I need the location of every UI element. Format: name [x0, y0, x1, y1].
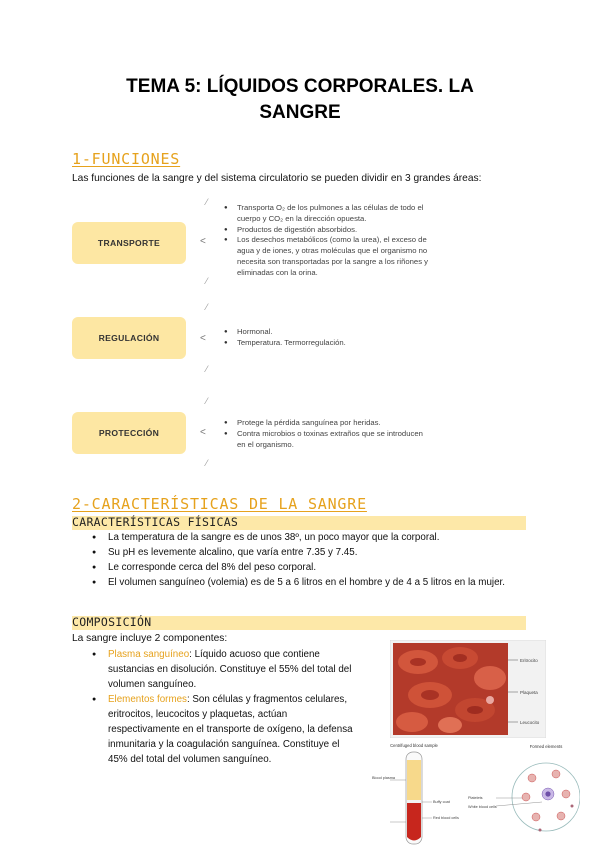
list-item: ● Productos de digestión absorbidos. [224, 225, 444, 236]
list-item: ● La temperatura de la sangre es de unos 38º, un poco mayor que la corporal. [92, 532, 440, 543]
centrifuge-tube-figure [370, 742, 466, 846]
bullet-icon: ● [92, 534, 97, 541]
tube-label-rbc: Red blood cells [433, 816, 459, 820]
formed-label-wbc: White blood cells [468, 805, 497, 809]
area-list-proteccion [224, 418, 424, 450]
area-label-transporte: TRANSPORTE [72, 222, 186, 264]
tube-label-buffy: Buffy coat [433, 800, 450, 804]
list-item: ● Los desechos metabólicos (como la urea), el exceso de agua y de iones, y otras moléculas que el organismo no necesita son transportadas por la sangre a los riñones y eliminadas con la orina. [224, 235, 444, 278]
brace-icon: < [200, 427, 206, 438]
bullet-icon: ● [92, 549, 97, 556]
brace-icon: < [200, 333, 206, 344]
page-title-line-2: SANGRE [259, 102, 341, 123]
list-item [92, 692, 353, 767]
bullet-icon: ● [92, 696, 97, 703]
composition-intro: La sangre incluye 2 componentes: [72, 633, 228, 644]
formed-title: Formed elements [529, 744, 563, 749]
subsection-heading-fisicas: CARACTERÍSTICAS FÍSICAS [72, 515, 239, 529]
composition-list [92, 647, 353, 767]
page-title-line-1: TEMA 5: LÍQUIDOS CORPORALES. LA [126, 76, 474, 97]
section-heading-funciones: 1-FUNCIONES [72, 150, 181, 168]
bullet-icon: ● [92, 564, 97, 571]
list-item: ● Contra microbios o toxinas extraños que se introducen en el organismo. [224, 429, 424, 451]
blood-micrograph-figure [390, 640, 546, 738]
term-elementos-formes: Elementos formes [108, 694, 187, 705]
list-item: ● Temperatura. Termorregulación. [224, 338, 444, 349]
micro-label-leucocito: Leucocito [520, 720, 540, 725]
micro-label-plaqueta: Plaqueta [520, 690, 538, 695]
list-item: ● Le corresponde cerca del 8% del peso corporal. [92, 562, 317, 573]
list-item: ● Transporta O₂ de los pulmones a las células de todo el cuerpo y CO₂ en la dirección opuesta. [224, 203, 444, 225]
list-item: ● Protege la pérdida sanguínea por heridas. [224, 418, 424, 429]
list-item: ● Hormonal. [224, 327, 444, 338]
term-plasma: Plasma sanguíneo [108, 649, 190, 660]
brace-bottom-icon: ⁄ [206, 458, 208, 468]
section-intro-funciones: Las funciones de la sangre y del sistema circulatorio se pueden dividir en 3 grandes áreas: [72, 173, 482, 184]
brace-bottom-icon: ⁄ [206, 276, 208, 286]
tube-label-plasma: Blood plasma [372, 776, 396, 780]
micro-label-eritrocito: Eritrocito [520, 658, 538, 663]
page-title [90, 74, 510, 126]
list-item: ● Su pH es levemente alcalino, que varía entre 7.35 y 7.45. [92, 547, 358, 558]
area-label-proteccion: PROTECCIÓN [72, 412, 186, 454]
subsection-heading-composicion: COMPOSICIÓN [72, 615, 152, 629]
brace-top-icon: ⁄ [206, 396, 208, 406]
area-label-regulacion: REGULACIÓN [72, 317, 186, 359]
definition-elementos-formes: : Son células y fragmentos celulares, eritrocitos, leucocitos y plaquetas, actúan respectivamente en el transporte de oxígeno, la defensa inmunitaria y la coagulación sanguínea. Constituye el 45% del total del volumen sanguíneo. [108, 694, 353, 765]
bullet-icon: ● [92, 651, 97, 658]
area-list-regulacion [224, 327, 444, 349]
section-heading-caracteristicas: 2-CARACTERÍSTICAS DE LA SANGRE [72, 495, 367, 513]
bullet-icon: ● [92, 579, 97, 586]
brace-top-icon: ⁄ [206, 302, 208, 312]
brace-bottom-icon: ⁄ [206, 364, 208, 374]
physical-characteristics-list [92, 530, 528, 590]
brace-icon: < [200, 236, 206, 247]
formed-elements-figure [466, 742, 580, 846]
brace-top-icon: ⁄ [206, 197, 208, 207]
formed-label-platelets: Platelets [468, 796, 483, 800]
area-list-transporte [224, 203, 444, 279]
definition-plasma: : Líquido acuoso que contiene sustancias en disolución. Constituye el 55% del total del volumen sanguíneo. [108, 649, 352, 690]
list-item: ● El volumen sanguíneo (volemia) es de 5 a 6 litros en el hombre y de 4 a 5 litros en la mujer. [92, 577, 505, 588]
tube-title: Centrifuged blood sample [390, 743, 438, 748]
list-item [92, 647, 353, 692]
